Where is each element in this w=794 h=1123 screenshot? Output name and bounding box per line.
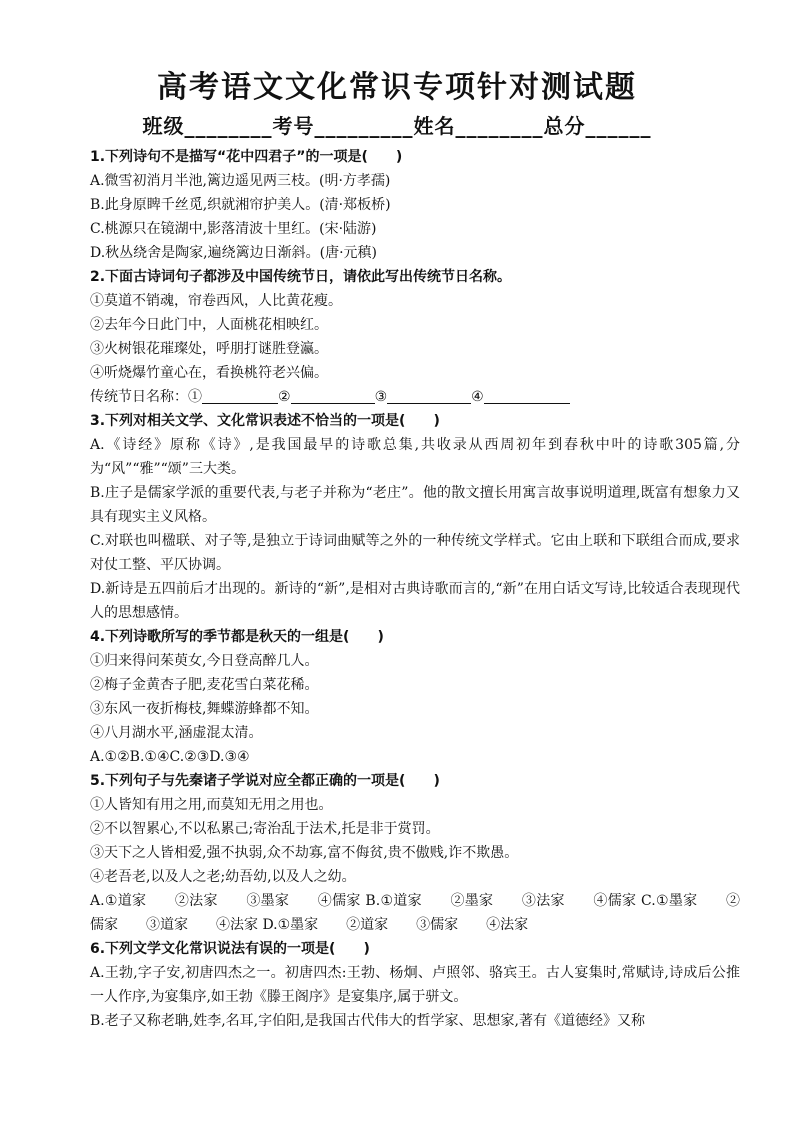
- question-6-option-a: A.王勃,字子安,初唐四杰之一。初唐四杰:王勃、杨炯、卢照邻、骆宾王。古人宴集时,常赋诗,诗成后公推一人作序,为宴集序,如王勃《滕王阁序》是宴集序,属于骈文。: [90, 965, 740, 1005]
- question-6-stem: 6.下列文学文化常识说法有误的一项是( ): [90, 941, 370, 957]
- question-5-choices: A.①道家 ②法家 ③墨家 ④儒家 B.①道家 ②墨家 ③法家 ④儒家 C.①墨家 ②儒家 ③道家 ④法家 D.①墨家 ②道家 ③儒家 ④法家: [90, 893, 740, 933]
- question-3-stem: 3.下列对相关文学、文化常识表述不恰当的一项是( ): [90, 413, 440, 429]
- question-list: [60, 145, 740, 1033]
- answer-blank-3[interactable]: [387, 387, 471, 404]
- question-3-option-d: D.新诗是五四前后才出现的。新诗的“新”,是相对古典诗歌而言的,“新”在用白话文写诗,比较适合表现现代人的思想感情。: [90, 581, 740, 621]
- answer-blank-4[interactable]: [484, 387, 570, 404]
- question-4-choices: A.①②B.①④C.②③D.③④: [90, 749, 250, 765]
- answer-marker-4: ④: [471, 389, 484, 405]
- question-4-line-4: ④八月湖水平,涵虚混太清。: [90, 725, 263, 741]
- question-4-line-2: ②梅子金黄杏子肥,麦花雪白菜花稀。: [90, 677, 319, 693]
- question-3-option-c: C.对联也叫楹联、对子等,是独立于诗词曲赋等之外的一种传统文学样式。它由上联和下联组合而成,要求对仗工整、平仄协调。: [90, 533, 740, 573]
- question-5-line-3: ③天下之人皆相爱,强不执弱,众不劫寡,富不侮贫,贵不傲贱,诈不欺愚。: [90, 845, 519, 861]
- answer-marker-1: ①: [188, 389, 202, 405]
- question-1-option-c: C.桃源只在镜湖中,影落清波十里红。(宋·陆游): [90, 221, 377, 237]
- question-3-option-a: A.《诗经》原称《诗》,是我国最早的诗歌总集,共收录从西周初年到春秋中叶的诗歌305篇,分为“风”“雅”“颂”三大类。: [90, 437, 740, 477]
- question-5-line-4: ④老吾老,以及人之老;幼吾幼,以及人之幼。: [90, 869, 356, 885]
- question-2-stem: 2.下面古诗词句子都涉及中国传统节日，请依此写出传统节日名称。: [90, 269, 512, 285]
- question-5-stem: 5.下列句子与先秦诸子学说对应全都正确的一项是( ): [90, 773, 440, 789]
- student-info-line: 班级________考号_________姓名________总分______: [142, 114, 652, 138]
- question-2-line-1: ①莫道不销魂，帘卷西风，人比黄花瘦。: [90, 293, 342, 309]
- question-1-stem: 1.下列诗句不是描写“花中四君子”的一项是( ): [90, 149, 403, 165]
- question-6-option-b: B.老子又称老聃,姓李,名耳,字伯阳,是我国古代伟大的哲学家、思想家,著有《道德经》又称: [90, 1013, 645, 1029]
- question-4-line-1: ①归来得问茱萸女,今日登高醉几人。: [90, 653, 319, 669]
- question-5-line-2: ②不以智累心,不以私累己;寄治乱于法术,托是非于赏罚。: [90, 821, 440, 837]
- page-title: 高考语文文化常识专项针对测试题: [157, 70, 637, 105]
- answer-blank-1[interactable]: [202, 387, 278, 404]
- question-4-line-3: ③东风一夜折梅枝,舞蝶游蜂都不知。: [90, 701, 319, 717]
- question-3-option-b: B.庄子是儒家学派的重要代表,与老子并称为“老庄”。他的散文擅长用寓言故事说明道理,既富有想象力又具有现实主义风格。: [90, 485, 740, 525]
- question-4-stem: 4.下列诗歌所写的季节都是秋天的一组是( ): [90, 629, 384, 645]
- festival-answer-label: 传统节日名称：: [90, 389, 188, 405]
- question-1-option-d: D.秋丛绕舍是陶家,遍绕篱边日渐斜。(唐·元稹): [90, 245, 377, 261]
- answer-marker-2: ②: [278, 389, 291, 405]
- answer-marker-3: ③: [374, 389, 388, 405]
- question-1-option-a: A.微雪初消月半池,篱边遥见两三枝。(明·方孝孺): [90, 173, 391, 189]
- festival-answer-line: [60, 385, 740, 409]
- question-2-line-4: ④听烧爆竹童心在，看换桃符老兴偏。: [90, 365, 328, 381]
- answer-blank-2[interactable]: [291, 387, 375, 404]
- question-2-line-3: ③火树银花璀璨处，呼朋打谜胜登瀛。: [90, 341, 328, 357]
- question-1-option-b: B.此身原睥千丝觅,织就湘帘护美人。(清·郑板桥): [90, 197, 391, 213]
- question-2-line-2: ②去年今日此门中，人面桃花相映红。: [90, 317, 328, 333]
- question-5-line-1: ①人皆知有用之用,而莫知无用之用也。: [90, 797, 333, 813]
